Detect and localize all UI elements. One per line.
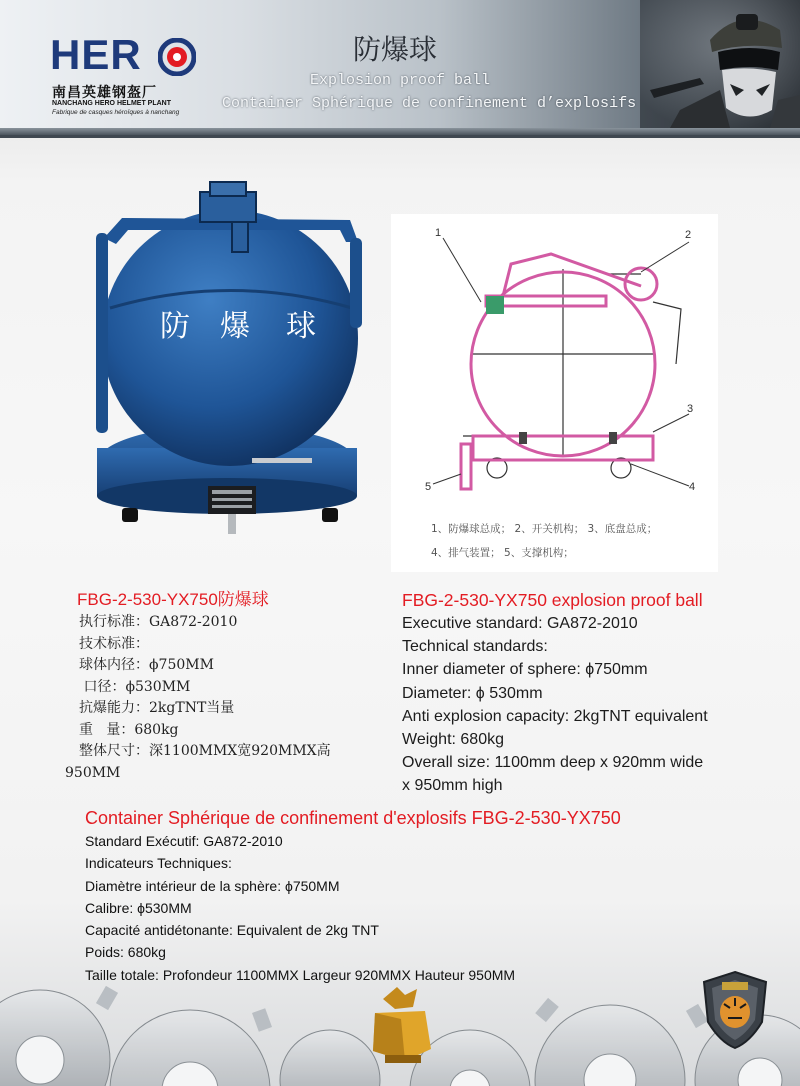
page-title-french: Container Sphérique de confinement d’explosifs	[222, 95, 637, 112]
trophy-icon	[365, 985, 437, 1065]
diagram-legend-line-1: 1、防爆球总成； 2、开关机构； 3、底盘总成；	[431, 523, 658, 535]
logo-english-name: NANCHANG HERO HELMET PLANT	[52, 100, 171, 107]
en-spec-line: Technical standards:	[402, 638, 548, 656]
callout-5: 5	[425, 481, 432, 493]
fr-spec-line: Poids: 680kg	[85, 944, 166, 961]
callout-2: 2	[685, 229, 692, 241]
fr-spec-line: Calibre: ϕ530MM	[85, 899, 192, 916]
header-banner	[0, 0, 800, 138]
en-spec-line: Anti explosion capacity: 2kgTNT equivalent	[402, 707, 708, 725]
fr-spec-line: Capacité antidétonante: Equivalent de 2kg TNT	[85, 922, 379, 939]
soldier-helmet-image	[640, 0, 800, 128]
page-title-chinese: 防爆球	[352, 33, 437, 66]
en-spec-line: Weight: 680kg	[402, 731, 504, 749]
cn-spec-line: 技术标准：	[79, 635, 149, 652]
fr-spec-line: Indicateurs Techniques:	[85, 855, 232, 872]
french-specs	[85, 806, 725, 986]
target-icon	[158, 38, 196, 76]
callout-4: 4	[689, 481, 696, 493]
en-spec-line: x 950mm high	[402, 777, 503, 795]
callout-1: 1	[435, 227, 442, 239]
logo-wordmark: HER	[50, 31, 142, 78]
technical-diagram	[391, 214, 718, 572]
en-spec-line: Inner diameter of sphere: ϕ750mm	[402, 661, 648, 679]
fr-spec-line: Taille totale: Profondeur 1100MMX Largeur 920MMX Hauteur 950MM	[85, 966, 516, 983]
header-underline	[0, 128, 800, 135]
chinese-spec-list	[79, 612, 387, 763]
logo-chinese-name: 南昌英雄钢盔厂	[52, 85, 157, 101]
cn-spec-line: 执行标准：GA872-2010	[79, 614, 238, 630]
cn-spec-line: 球体内径：ϕ750MM	[79, 657, 214, 673]
fr-spec-line: Diamètre intérieur de la sphère: ϕ750MM	[85, 877, 340, 894]
english-product-title: FBG-2-530-YX750 explosion proof ball	[402, 590, 703, 610]
cn-spec-line: 重 量：680kg	[79, 721, 179, 738]
chinese-specs	[67, 588, 387, 784]
cn-spec-line: 口径：ϕ530MM	[79, 678, 191, 695]
callout-3: 3	[687, 403, 694, 415]
product-photo	[82, 178, 372, 538]
french-product-title: Container Sphérique de confinement d'explosifs FBG-2-530-YX750	[85, 808, 621, 828]
ball-text-1: 防	[160, 309, 190, 344]
en-spec-line: Executive standard: GA872-2010	[402, 615, 638, 632]
cn-spec-line: 抗爆能力：2kgTNT当量	[79, 700, 235, 716]
diagram-legend-line-2: 4、排气装置； 5、支撑机构；	[431, 547, 574, 559]
cn-spec-line: 950MM	[65, 764, 121, 781]
fr-spec-line: Standard Exécutif: GA872-2010	[85, 833, 283, 849]
english-specs	[402, 588, 792, 798]
logo-french-name: Fabrique de casques héroïques à nanchang	[52, 109, 180, 116]
en-spec-line: Overall size: 1100mm deep x 920mm wide	[402, 754, 704, 772]
page-title-english: Explosion proof ball	[309, 72, 491, 89]
ball-text-2: 爆	[220, 309, 250, 344]
ball-text-3: 球	[286, 309, 316, 344]
cn-spec-line: 整体尺寸：深1100MMX宽920MMX高	[79, 743, 331, 759]
diagram-drawing	[391, 214, 718, 572]
en-spec-line: Diameter: ϕ 530mm	[402, 684, 543, 702]
chinese-product-title: FBG-2-530-YX750防爆球	[77, 590, 269, 609]
